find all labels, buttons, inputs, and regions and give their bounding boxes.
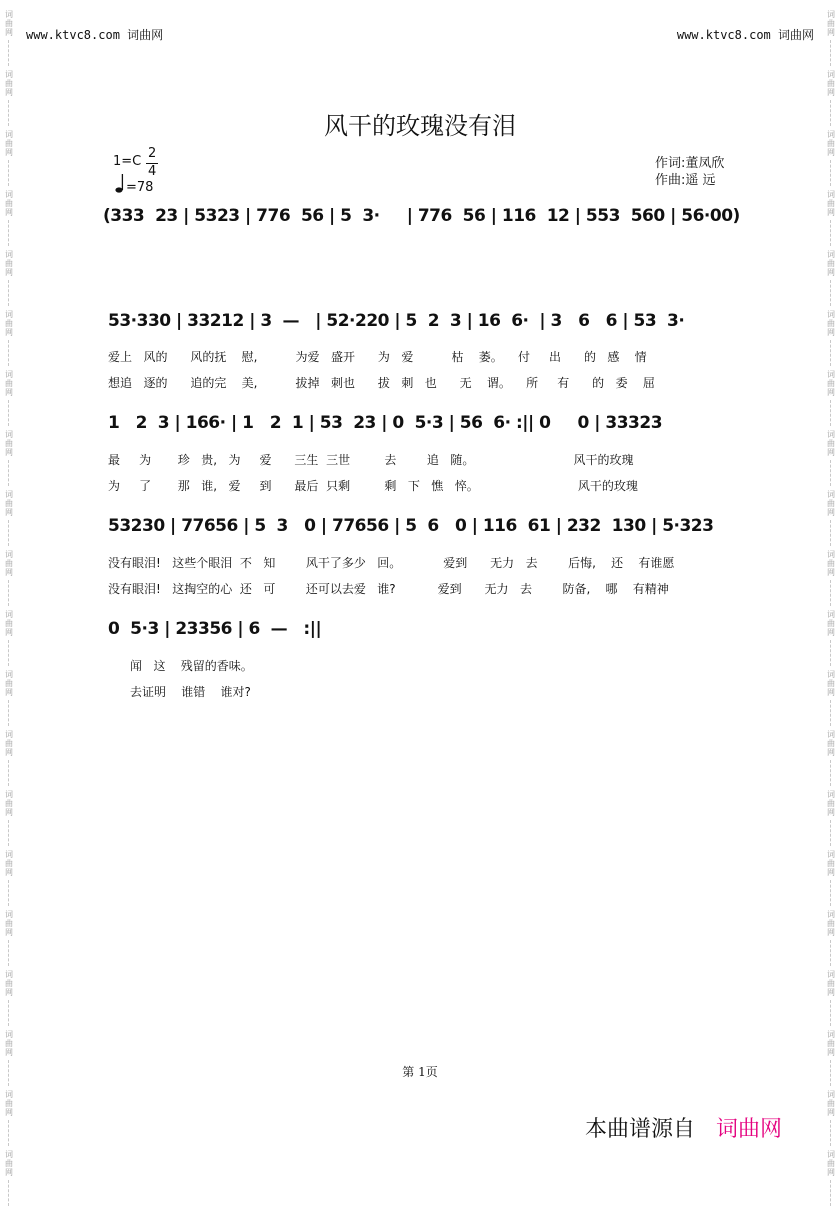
side-watermark-divider [8,1000,9,1026]
side-watermark-mark: 词 曲 网 [5,1030,13,1057]
side-watermark-mark: 词 曲 网 [5,430,13,457]
side-watermark-divider [830,400,831,426]
side-watermark-divider [830,1000,831,1026]
side-watermark-mark: 词 曲 网 [827,970,835,997]
lyrics-line-3-verse-2: 没有眼泪! 这掏空的心 还 可 还可以去爱 谁? 爱到 无力 去 防备, 哪 有精神 [108,582,669,596]
side-watermark-mark: 词 曲 网 [827,130,835,157]
music-line-2: 1 2 3 | 166· | 1 2 1 | 53 23 | 0 5·3 | 56 6· :|| 0 0 | 33323 [108,413,663,433]
side-watermark-mark: 词 曲 网 [5,490,13,517]
page-number: 第 1页 [402,1065,438,1079]
side-watermark-divider [830,1120,831,1146]
left-watermark-strip [2,0,16,1177]
side-watermark-divider [830,820,831,846]
composer: 作曲:遥 远 [655,173,716,188]
lyrics-line-4-verse-1: 闻 这 残留的香味。 [130,659,253,673]
side-watermark-divider [8,640,9,666]
side-watermark-mark: 词 曲 网 [5,250,13,277]
side-watermark-divider [830,160,831,186]
side-watermark-divider [8,220,9,246]
lyrics-line-1-verse-2: 想追 逐的 追的完 美, 拔掉 刺也 拔 刺 也 无 谓。 所 有 的 委 屈 [108,376,655,390]
side-watermark-divider [8,1180,9,1206]
side-watermark-mark: 词 曲 网 [827,70,835,97]
side-watermark-mark: 词 曲 网 [5,610,13,637]
side-watermark-divider [8,520,9,546]
side-watermark-mark: 词 曲 网 [5,790,13,817]
side-watermark-divider [8,820,9,846]
side-watermark-mark: 词 曲 网 [827,1150,835,1177]
side-watermark-mark: 词 曲 网 [5,850,13,877]
side-watermark-mark: 词 曲 网 [5,190,13,217]
side-watermark-divider [8,1120,9,1146]
side-watermark-divider [830,640,831,666]
side-watermark-divider [8,880,9,906]
side-watermark-divider [830,880,831,906]
side-watermark-mark: 词 曲 网 [5,370,13,397]
side-watermark-divider [830,580,831,606]
side-watermark-mark: 词 曲 网 [5,130,13,157]
side-watermark-mark: 词 曲 网 [827,550,835,577]
side-watermark-mark: 词 曲 网 [827,370,835,397]
side-watermark-mark: 词 曲 网 [5,550,13,577]
side-watermark-divider [8,340,9,366]
side-watermark-mark: 词 曲 网 [5,1150,13,1177]
side-watermark-mark: 词 曲 网 [5,70,13,97]
side-watermark-mark: 词 曲 网 [5,310,13,337]
side-watermark-mark: 词 曲 网 [827,1030,835,1057]
side-watermark-mark: 词 曲 网 [5,970,13,997]
side-watermark-divider [8,580,9,606]
tempo: =78 [126,180,154,195]
lyrics-line-4-verse-2: 去证明 谁错 谁对? [130,685,251,699]
side-watermark-mark: 词 曲 网 [827,310,835,337]
side-watermark-mark: 词 曲 网 [5,10,13,37]
side-watermark-divider [8,700,9,726]
side-watermark-mark: 词 曲 网 [827,250,835,277]
header-site-left[interactable]: www.ktvc8.com 词曲网 [26,28,164,42]
side-watermark-mark: 词 曲 网 [827,1090,835,1117]
side-watermark-mark: 词 曲 网 [5,670,13,697]
side-watermark-mark: 词 曲 网 [5,910,13,937]
side-watermark-divider [8,280,9,306]
source-credit-prefix: 本曲谱源自 [585,1117,696,1142]
right-watermark-strip [824,0,838,1177]
side-watermark-mark: 词 曲 网 [5,730,13,757]
side-watermark-mark: 词 曲 网 [827,610,835,637]
music-line-1: 53·330 | 33212 | 3 — | 52·220 | 5 2 3 | 16 6· | 3 6 6 | 53 3· [108,311,685,331]
intro-line: (333 23 | 5323 | 776 56 | 5 3· | 776 56 | 116 12 | 553 560 | 56·00) [103,206,740,226]
music-line-4: 0 5·3 | 23356 | 6 — :|| [108,619,322,639]
lyrics-line-1-verse-1: 爱上 风的 风的抚 慰, 为爱 盛开 为 爱 枯 萎。 付 出 的 感 情 [108,350,647,364]
side-watermark-divider [8,400,9,426]
side-watermark-divider [8,460,9,486]
lyricist: 作词:董凤欣 [655,156,725,171]
key-signature: 1=C [113,154,142,169]
music-line-3: 53230 | 77656 | 5 3 0 | 77656 | 5 6 0 | 116 61 | 232 130 | 5·323 [108,516,714,536]
side-watermark-divider [8,40,9,66]
side-watermark-mark: 词 曲 网 [827,910,835,937]
time-signature-top: 2 [148,146,157,161]
side-watermark-divider [830,700,831,726]
side-watermark-divider [8,940,9,966]
side-watermark-mark: 词 曲 网 [827,490,835,517]
lyrics-line-3-verse-1: 没有眼泪! 这些个眼泪 不 知 风干了多少 回。 爱到 无力 去 后悔, 还 有谁愿 [108,556,675,570]
time-signature-bottom: 4 [148,164,157,179]
side-watermark-divider [830,520,831,546]
side-watermark-mark: 词 曲 网 [827,670,835,697]
lyrics-line-2-verse-2: 为 了 那 谁, 爱 到 最后 只剩 剩 下 憔 悴。 风干的玫瑰 [108,479,638,493]
side-watermark-mark: 词 曲 网 [827,850,835,877]
side-watermark-divider [8,760,9,786]
side-watermark-divider [830,460,831,486]
side-watermark-mark: 词 曲 网 [827,430,835,457]
source-site-link[interactable]: 词曲网 [716,1117,783,1142]
side-watermark-divider [830,220,831,246]
side-watermark-mark: 词 曲 网 [827,790,835,817]
side-watermark-divider [8,160,9,186]
source-credit [585,1112,782,1143]
side-watermark-mark: 词 曲 网 [827,730,835,757]
side-watermark-divider [830,40,831,66]
side-watermark-divider [830,1180,831,1206]
side-watermark-mark: 词 曲 网 [5,1090,13,1117]
side-watermark-divider [830,940,831,966]
header-site-right[interactable]: www.ktvc8.com 词曲网 [676,28,814,42]
side-watermark-mark: 词 曲 网 [827,10,835,37]
side-watermark-mark: 词 曲 网 [827,190,835,217]
side-watermark-divider [830,280,831,306]
song-title: 风干的玫瑰没有泪 [324,112,516,140]
side-watermark-divider [830,340,831,366]
lyrics-line-2-verse-1: 最 为 珍 贵, 为 爱 三生 三世 去 追 随。 风干的玫瑰 [108,453,634,467]
side-watermark-divider [830,760,831,786]
